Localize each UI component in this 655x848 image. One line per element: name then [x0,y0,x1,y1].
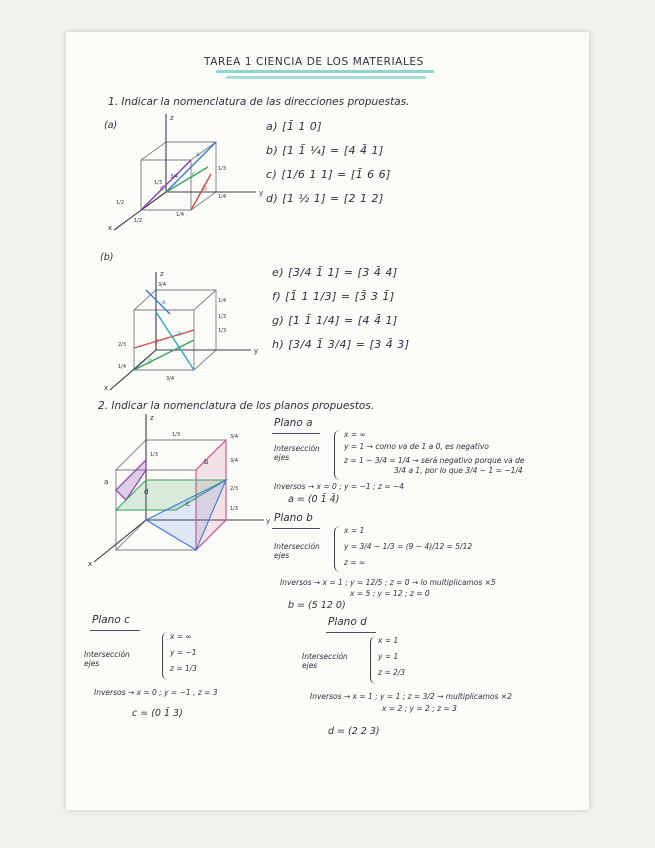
plano-a-inversos: Inversos → x = 0 ; y = −1 ; z = −4 [274,482,405,491]
fig-b-axis-x: x [104,384,109,392]
fig-a-frac-5: 3/4 [170,174,179,180]
title-highlight-1 [216,70,434,73]
plano-c-brace [162,632,169,680]
fig-b-frac-7: 3/4 [166,376,175,382]
fig-plane-axis-z: z [150,414,154,422]
plano-b-line-1: x = 1 [344,526,365,535]
plano-a-line-3: z = 1 − 3/4 = 1/4 → será negativo porque va de [344,456,525,465]
page-title: TAREA 1 CIENCIA DE LOS MATERIALES [204,56,424,68]
plano-c-result: c = (0 1̄ 3) [132,708,183,719]
plano-a-line-1: x = ∞ [344,430,366,439]
fig-a-axis-y: y [259,189,264,197]
plano-c-line-1: x = ∞ [170,632,192,641]
plano-b-line-2: y = 3/4 − 1/3 = (9 − 4)/12 = 5/12 [344,542,473,551]
figure-b-cube [96,252,266,392]
plano-b-brace [334,526,341,572]
section1-heading: 1. Indicar la nomenclatura de las direcciones propuestas. [108,96,410,108]
fig-a-lbl-c: c [192,171,196,178]
fig-b-lbl-e: e [162,299,166,306]
plano-b-result: b = (5 12 0) [288,600,346,611]
plano-d-title: Plano d [328,616,367,628]
fig-plane-axis-x: x [88,560,93,568]
fig-a-axis-x: x [108,224,113,232]
plano-d-inversos-2: x = 2 ; y = 2 ; z = 3 [382,704,457,713]
fig-b-lbl-f: f [156,339,159,346]
fig-a-frac-2: 1/4 [218,194,227,200]
plano-a-title: Plano a [274,417,313,429]
fig-b-frac-5: 2/3 [118,342,127,348]
answer-a: a) [1̄ 1 0] [266,120,323,133]
fig-b-frac-2: 1/4 [218,298,227,304]
plano-d-side-label: Intersección ejes [302,652,348,670]
fig-plane-lbl-a: a [104,478,109,486]
plano-a-underline [272,433,320,434]
plano-d-result: d = (2 2 3) [328,726,380,737]
plano-d-line-1: x = 1 [378,636,399,645]
answer-f: f) [1̄ 1 1/3] = [3̄ 3 1̄] [272,290,395,303]
paper-sheet [66,32,589,810]
figure-a-cube [96,112,266,232]
plano-a-line-4: 3/4 a 1, por lo que 3/4 − 1 = −1/4 [394,466,523,475]
fig-plane-frac-5: 1/3 [172,432,181,438]
answer-c: c) [1/6 1 1] = [1̄ 6 6] [266,168,391,181]
fig-a-lbl-b: b [203,185,207,192]
fig-b-axis-z: z [160,270,164,278]
fig-a-lbl-d: d [160,185,164,192]
fig-a-frac-7: 1/3 [154,180,163,186]
fig-plane-lbl-c: c [186,500,190,508]
fig-plane-lbl-d: d [144,488,149,496]
plano-b-title: Plano b [274,512,313,524]
figure-planes-cube [86,410,276,570]
fig-plane-frac-4: 2/3 [230,486,239,492]
plano-d-inversos: Inversos → x = 1 ; y = 1 ; z = 3/2 → multiplicamos ×2 [310,692,512,701]
fig-plane-axis-y: y [266,517,271,525]
fig-plane-frac-1: 1/3 [150,452,159,458]
answer-b: b) [1 1̄ ¼] = [4 4̄ 1] [266,144,384,157]
plano-b-line-3: z = ∞ [344,558,366,567]
part-b-label: (b) [100,252,114,263]
answer-h: h) [3/4 1̄ 3/4] = [3 4̄ 3] [272,338,410,351]
answer-g: g) [1 1̄ 1/4] = [4 4̄ 1] [272,314,398,327]
fig-b-axis-y: y [254,347,259,355]
plano-c-line-2: y = −1 [170,648,197,657]
fig-b-frac-3: 1/3 [218,314,227,320]
plano-c-line-3: z = 1/3 [170,664,198,673]
plano-a-brace [334,430,341,480]
plano-b-underline [272,528,320,529]
plano-b-inversos-2: x = 5 ; y = 12 ; z = 0 [350,589,430,598]
fig-b-frac-1: 3/4 [158,282,167,288]
fig-a-frac-1: 1/3 [218,166,227,172]
plano-d-underline [326,632,376,633]
plano-d-line-2: y = 1 [378,652,399,661]
part-a-label: (a) [104,120,118,131]
fig-plane-frac-3: 3/4 [230,458,239,464]
answer-d: d) [1 ½ 1] = [2 1 2] [266,192,384,205]
fig-a-frac-6: 1/4 [176,212,185,218]
plano-c-inversos: Inversos → x = 0 ; y = −1 , z = 3 [94,688,218,697]
plano-a-result: a = (0 1̄ 4̄) [288,494,340,505]
fig-b-lbl-h: h [178,331,182,338]
plano-a-line-2: y = 1 → como va de 1 a 0, es negativo [344,442,489,451]
plano-c-side-label: Intersección ejes [84,650,130,668]
plano-d-brace [370,636,377,684]
fig-a-lbl-a: a [196,151,200,158]
fig-plane-frac-2: 3/4 [230,434,239,440]
plano-c-underline [90,630,140,631]
vector-f [134,330,194,348]
fig-b-frac-4: 1/3 [218,328,227,334]
fig-a-frac-3: 1/2 [116,200,125,206]
fig-a-frac-4: 1/2 [134,218,143,224]
plano-c-title: Plano c [92,614,130,626]
section2-heading: 2. Indicar la nomenclatura de los planos propuestos. [98,400,375,412]
title-highlight-2 [226,76,426,79]
answer-e: e) [3/4 1̄ 1] = [3 4̄ 4] [272,266,398,279]
plano-d-line-3: z = 2/3 [378,668,406,677]
vector-h [156,312,194,370]
plano-a-side-label: Intersección ejes [274,444,320,462]
plano-b-inversos: Inversos → x = 1 ; y = 12/5 ; z = 0 → lo multiplicamos ×5 [280,578,496,587]
fig-b-frac-6: 1/4 [118,364,127,370]
fig-b-lbl-g: g [148,357,152,364]
fig-a-axis-z: z [170,114,174,122]
fig-plane-frac-6: 1/3 [230,506,239,512]
fig-plane-lbl-b: b [204,458,209,466]
plano-b-side-label: Intersección ejes [274,542,320,560]
